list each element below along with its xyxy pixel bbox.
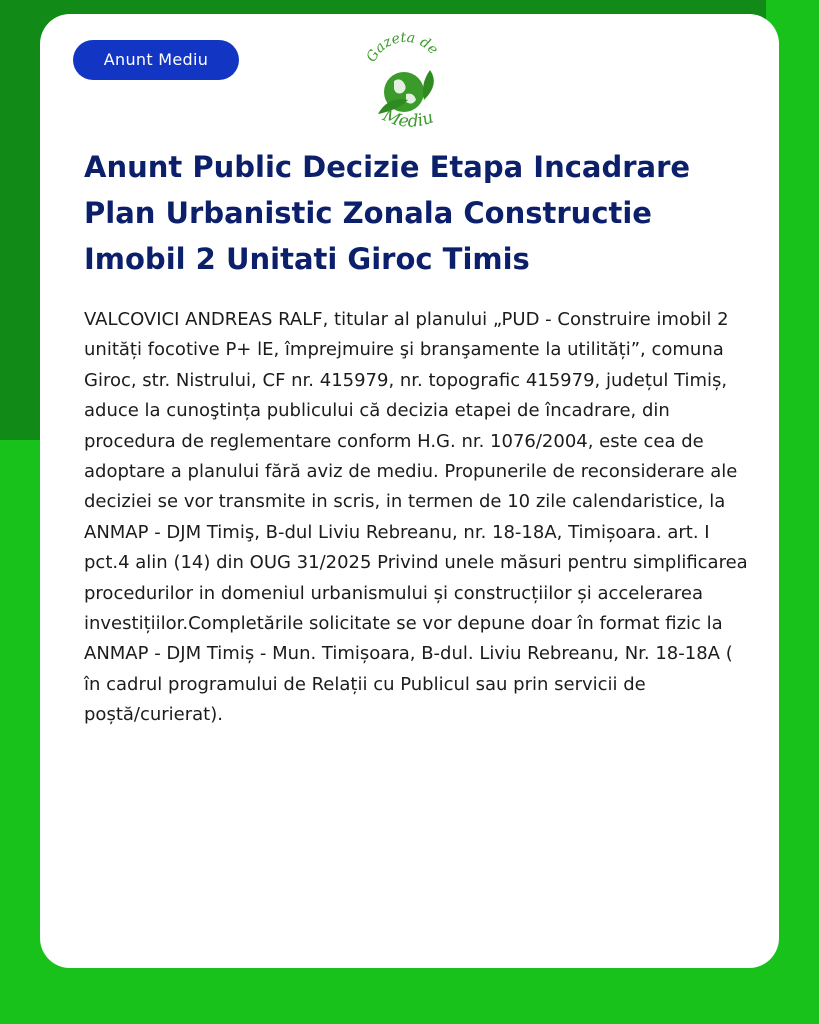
svg-text:Gazeta de <box>363 30 441 65</box>
gazeta-de-mediu-logo <box>354 26 454 144</box>
announcement-body: VALCOVICI ANDREAS RALF, titular al planului „PUD - Construire imobil 2 unități focotive P+ lE, împrejmuire şi branşamente la utilități”, comuna Giroc, str. Nistrului, CF nr. 415979, nr. topografic 415979, județul Timiș, aduce la cunoştința publicului că decizia etapei de încadrare, din procedura de reglementare conform H.G. nr. 1076/2004, este cea de adoptare a planului fără aviz de mediu. Propunerile de reconsiderare ale deciziei se vor transmite in scris, in termen de 10 zile calendaristice, la ANMAP - DJM Timiş, B-dul Liviu Rebreanu, nr. 18-18A, Timișoara. art. I pct.4 alin (14) din OUG 31/2025 Privind unele măsuri pentru simplificarea procedurilor in domeniul urbanismului și construcțiilor și accelerarea investițiilor.Completările solicitate se vor depune doar în format fizic la ANMAP - DJM Timiș - Mun. Timișoara, B-dul. Liviu Rebreanu, Nr. 18-18A ( în cadrul programului de Relații cu Publicul sau prin servicii de poștă/curierat). <box>84 309 748 726</box>
leaf-icon-right <box>423 70 434 100</box>
logo-text-top: Gazeta de <box>363 29 442 65</box>
announcement-card <box>40 14 779 968</box>
logo-text-bottom: Mediu <box>379 105 437 132</box>
page-title: Anunt Public Decizie Etapa Incadrare Plan Urbanistic Zonala Constructie Imobil 2 Unitati Giroc Timis <box>84 150 691 276</box>
category-badge[interactable]: Anunt Mediu <box>73 40 239 80</box>
